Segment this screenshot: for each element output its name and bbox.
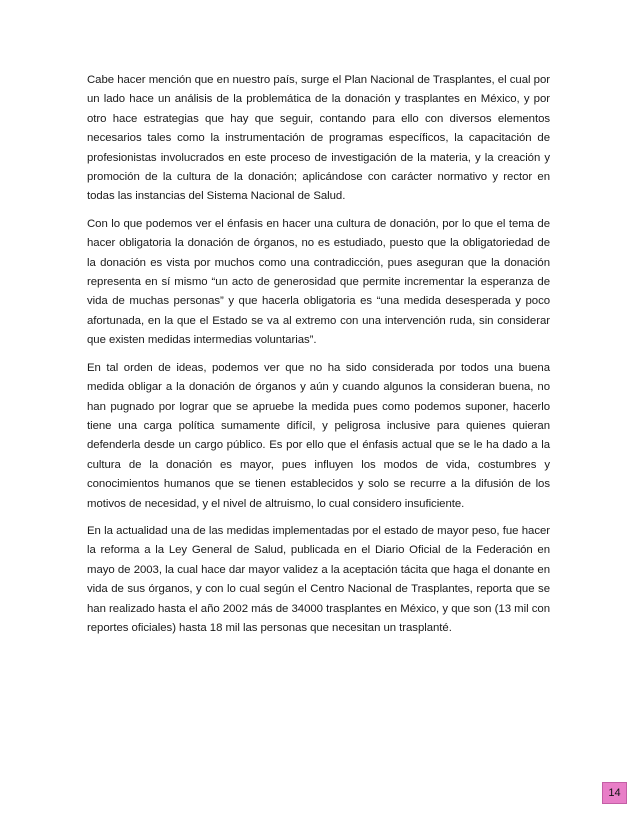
paragraph: Cabe hacer mención que en nuestro país, surge el Plan Nacional de Trasplantes, el cual por un lado hace un análisis de la problemática de la donación y trasplantes en México, y por otro hace estrategias que hay que seguir, contando para ello con diversos elementos necesarios tales como la instrumentación de programas específicos, la capacitación de profesionistas involucrados en este proceso de investigación de la materia, y la creación y promoción de la cultura de la donación; aplicándose con carácter normativo y rector en todas las instancias del Sistema Nacional de Salud.: [87, 74, 550, 203]
paragraph: En tal orden de ideas, podemos ver que no ha sido considerada por todos una buena medida obligar a la donación de órganos y aún y cuando algunos la consideran buena, no han pugnado por lograr que se apruebe la medida pues como podemos suponer, hacerlo tiene una carga política sumamente difícil, y peligrosa inclusive para quienes quieran defenderla desde un cargo público. Es por ello que el énfasis actual que se le ha dado a la cultura de la donación es mayor, pues influyen los modos de vida, costumbres y conocimientos humanos que se tienen establecidos y solo se recurre a la difusión de los motivos de necesidad, y el nivel de altruismo, lo cual considero insuficiente.: [87, 361, 550, 510]
paragraph: En la actualidad una de las medidas implementadas por el estado de mayor peso, fue hacer la reforma a la Ley General de Salud, publicada en el Diario Oficial de la Federación en mayo de 2003, la cual hace dar mayor validez a la aceptación tácita que haga el donante en vida de sus órganos, y con lo cual según el Centro Nacional de Trasplantes, reporta que se han realizado hasta el año 2002 más de 34000 trasplantes en México, y que son (13 mil con reportes oficiales) hasta 18 mil las personas que necesitan un trasplanté.: [87, 524, 550, 634]
page-number-badge: [602, 782, 627, 804]
page-number: 14: [608, 787, 621, 799]
body-text: [87, 71, 550, 646]
paragraph: Con lo que podemos ver el énfasis en hacer una cultura de donación, por lo que el tema de hacer obligatoria la donación de órganos, no es estudiado, puesto que la obligatoriedad de la donación es vista por muchos como una contradicción, pues aseguran que la donación representa en sí mismo “un acto de generosidad que permite incrementar la esperanza de vida de muchas personas” y que hacerla obligatoria es “una medida desesperada y poco afortunada, en la que el Estado se va al extremo con una intervención ruda, sin considerar que existen medidas intermedias voluntarias”.: [87, 217, 550, 347]
